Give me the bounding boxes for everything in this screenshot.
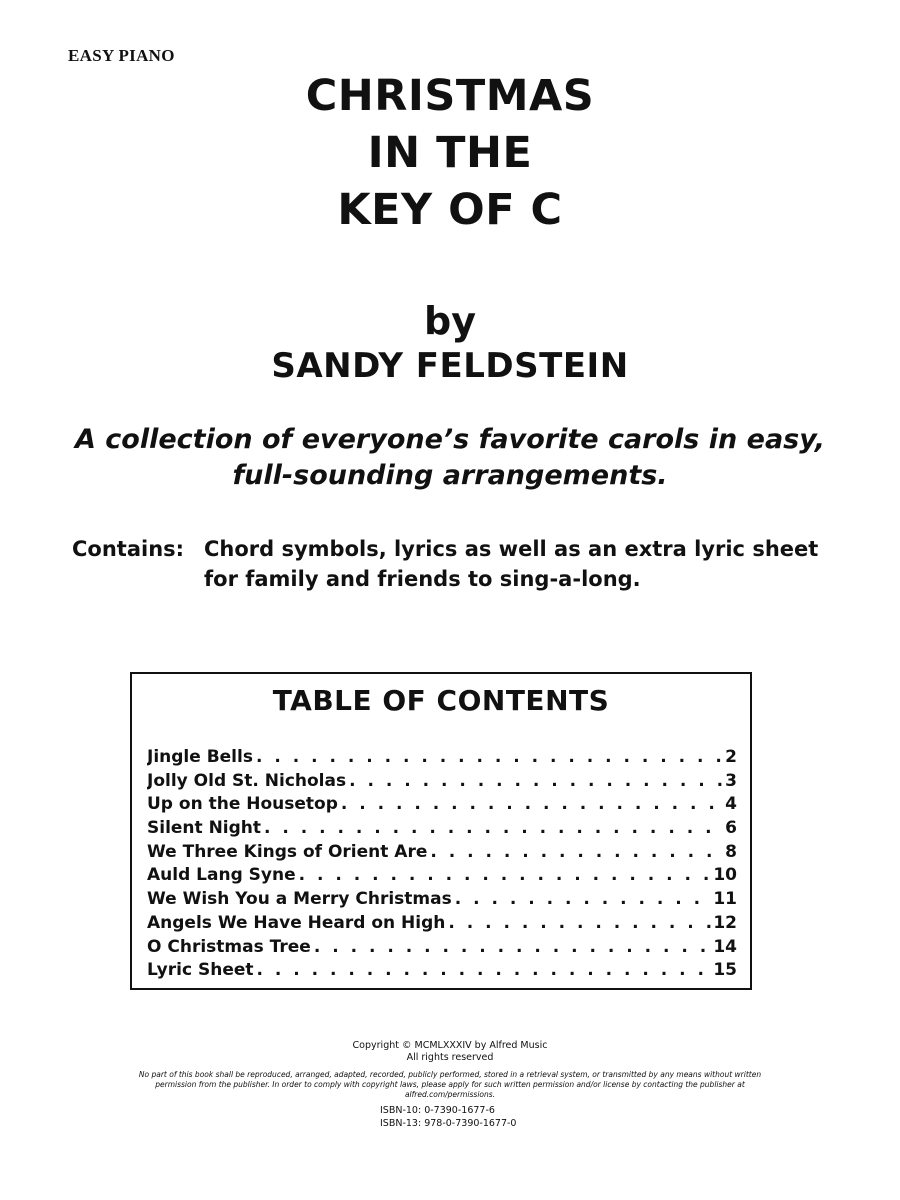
toc-entry[interactable] <box>147 865 737 889</box>
toc-leader-dots <box>261 818 725 838</box>
toc-song-title: Jolly Old St. Nicholas <box>147 770 347 791</box>
legal-disclaimer: No part of this book shall be reproduced, arranged, adapted, recorded, publicly performed, stored in a retrieval system, or transmitted by any means without written permission from the publisher. In order to comply with copyright laws, please apply for such written permission and/or license by contacting the publisher at alfred.com/permissions. <box>138 1070 762 1099</box>
toc-page-number: 3 <box>725 770 737 791</box>
toc-page-number: 6 <box>725 818 737 839</box>
byline <box>0 298 900 388</box>
toc-entry[interactable] <box>147 913 737 937</box>
toc-page-number: 4 <box>725 794 737 815</box>
by-word: by <box>424 299 476 343</box>
toc-song-title: O Christmas Tree <box>147 936 311 957</box>
title-line-2: IN THE <box>367 128 533 178</box>
tagline-line-2: full-sounding arrangements. <box>232 460 668 491</box>
author-name: SANDY FELDSTEIN <box>271 346 629 386</box>
isbn-10: ISBN-10: 0-7390-1677-6 <box>380 1105 495 1116</box>
toc-song-title: Angels We Have Heard on High <box>147 912 446 933</box>
contains-section <box>72 534 872 594</box>
toc-leader-dots <box>346 771 725 791</box>
toc-leader-dots <box>253 747 725 767</box>
toc-page-number: 14 <box>713 936 737 957</box>
toc-song-title: Jingle Bells <box>147 747 253 767</box>
toc-song-title: We Three Kings of Orient Are <box>147 841 428 862</box>
toc-page-number: 15 <box>713 960 737 981</box>
toc-page-number: 12 <box>713 912 737 933</box>
title-line-3: KEY OF C <box>337 185 563 235</box>
toc-leader-dots <box>452 889 714 909</box>
toc-entry[interactable] <box>147 960 737 984</box>
copyright-line: Copyright © MCMLXXXIV by Alfred Music <box>352 1040 548 1051</box>
toc-song-title: Auld Lang Syne <box>147 865 296 886</box>
rights-line: All rights reserved <box>406 1052 494 1063</box>
toc-entry[interactable] <box>147 937 737 961</box>
toc-entry[interactable] <box>147 771 737 795</box>
toc-entry[interactable] <box>147 747 737 771</box>
toc-song-title: Up on the Housetop <box>147 794 338 815</box>
toc-leader-dots <box>445 913 713 933</box>
toc-leader-dots <box>254 960 714 980</box>
toc-page-number: 10 <box>713 865 737 886</box>
toc-page-number: 2 <box>725 747 737 767</box>
toc-leader-dots <box>338 794 725 814</box>
toc-entry[interactable] <box>147 818 737 842</box>
toc-entry[interactable] <box>147 842 737 866</box>
toc-song-title: Silent Night <box>147 818 262 839</box>
contains-label: Contains: <box>72 537 185 561</box>
title-line-1: CHRISTMAS <box>305 71 595 121</box>
toc-song-title: Lyric Sheet <box>147 960 254 981</box>
contains-text: Chord symbols, lyrics as well as an extra lyric sheet for family and friends to sing-a-long. <box>204 537 819 591</box>
toc-leader-dots <box>296 865 714 885</box>
toc-entry[interactable] <box>147 889 737 913</box>
tagline-line-1: A collection of everyone’s favorite carols in easy, <box>74 424 825 455</box>
isbn-13: ISBN-13: 978-0-7390-1677-0 <box>380 1117 517 1129</box>
toc-page-number: 11 <box>713 889 737 910</box>
tagline <box>40 422 860 494</box>
toc-entry[interactable] <box>147 794 737 818</box>
table-of-contents <box>130 672 752 990</box>
toc-title: TABLE OF CONTENTS <box>272 684 610 717</box>
series-label: EASY PIANO <box>68 46 175 65</box>
toc-leader-dots <box>311 937 714 957</box>
toc-page-number: 8 <box>725 841 737 862</box>
book-title <box>0 68 900 239</box>
legal-notice <box>100 1040 800 1100</box>
toc-leader-dots <box>427 842 725 862</box>
toc-song-title: We Wish You a Merry Christmas <box>147 889 452 910</box>
isbn-block <box>380 1105 516 1130</box>
toc-list <box>147 747 737 984</box>
